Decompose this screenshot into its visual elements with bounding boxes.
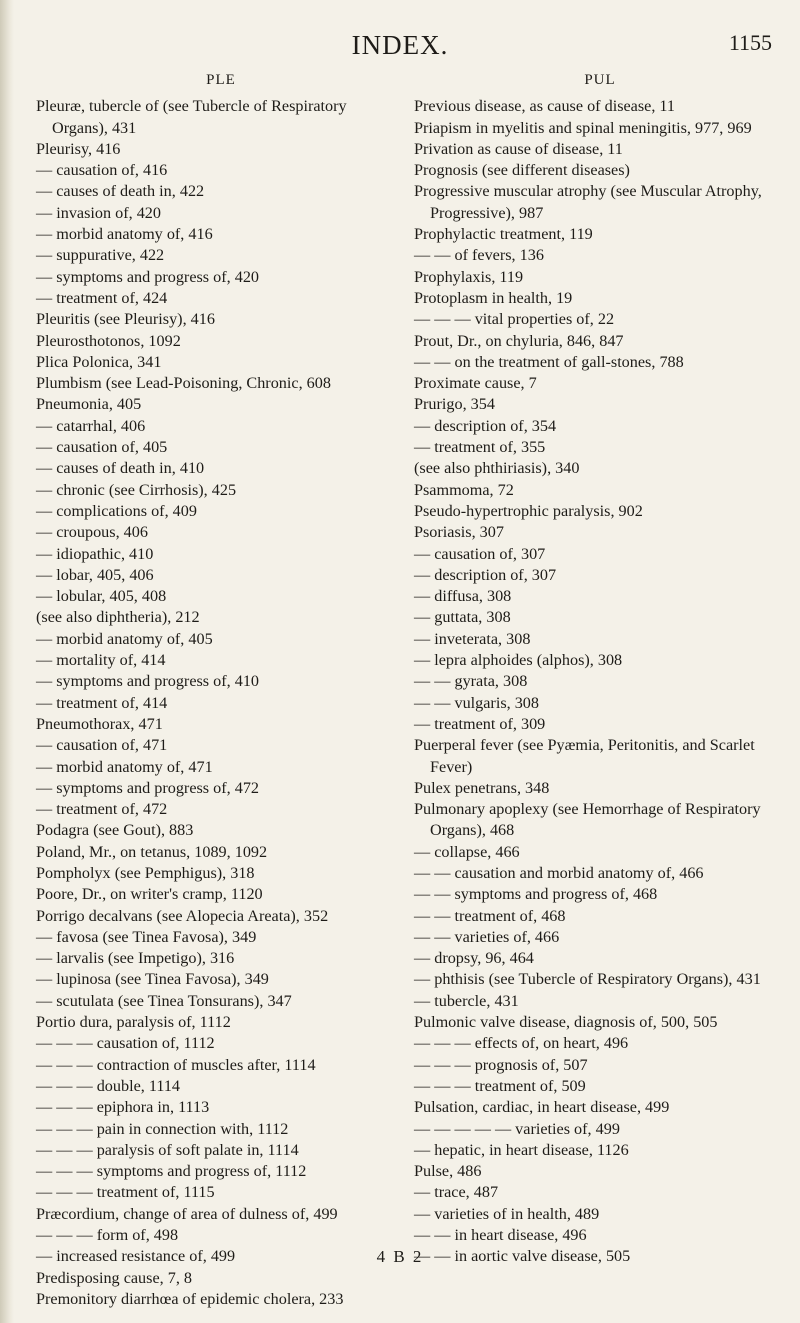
index-entry: — invasion of, 420: [36, 203, 161, 222]
index-entry: — symptoms and progress of, 420: [36, 267, 260, 286]
index-entry: Pleurosthotonos, 1092: [36, 331, 181, 350]
index-entry: — — treatment of, 468: [414, 906, 566, 925]
index-entry: Puerperal fever (see Pyæmia, Peritonitis, and Scarlet Fever): [414, 736, 755, 776]
index-entry: — chronic (see Cirrhosis), 425: [36, 480, 237, 499]
index-entry: Pneumothorax, 471: [36, 714, 163, 733]
index-entry: — causation of, 307: [414, 544, 546, 563]
index-entry: — symptoms and progress of, 472: [36, 778, 260, 797]
index-entry: — varieties of in health, 489: [414, 1204, 600, 1223]
index-entry: — — — epiphora in, 1113: [36, 1098, 210, 1117]
index-entry: — larvalis (see Impetigo), 316: [36, 949, 235, 968]
index-entry: — — — effects of, on heart, 496: [414, 1034, 629, 1053]
index-entry: Predisposing cause, 7, 8: [36, 1268, 193, 1287]
index-entry: — — in heart disease, 496: [414, 1226, 587, 1245]
right-entry-list: [414, 96, 786, 1267]
index-entry: — causes of death in, 410: [36, 459, 205, 478]
index-entry: — diffusa, 308: [414, 587, 512, 606]
index-entry: — phthisis (see Tubercle of Respiratory Organs), 431: [414, 970, 761, 989]
index-entry: Psammoma, 72: [414, 480, 514, 499]
right-column-head: PUL: [584, 72, 616, 88]
index-entry: — increased resistance of, 499: [36, 1247, 236, 1266]
index-entry: — — — — — varieties of, 499: [414, 1119, 620, 1138]
index-entry: — treatment of, 414: [36, 693, 168, 712]
index-entry: Pulmonary apoplexy (see Hemorrhage of Respiratory Organs), 468: [414, 800, 761, 840]
index-entry: Pleurisy, 416: [36, 139, 121, 158]
index-entry: — mortality of, 414: [36, 651, 166, 670]
index-entry: — — on the treatment of gall-stones, 788: [414, 352, 684, 371]
index-entry: — — in aortic valve disease, 505: [414, 1247, 631, 1266]
index-entry: — treatment of, 309: [414, 714, 546, 733]
index-entry: Proximate cause, 7: [414, 374, 537, 393]
index-entry: — lupinosa (see Tinea Favosa), 349: [36, 970, 269, 989]
index-entry: — dropsy, 96, 464: [414, 949, 534, 968]
index-entry: — lobular, 405, 408: [36, 587, 167, 606]
index-entry: Privation as cause of disease, 11: [414, 139, 623, 158]
index-entry: Pompholyx (see Pemphigus), 318: [36, 863, 255, 882]
index-entry: Prout, Dr., on chyluria, 846, 847: [414, 331, 624, 350]
index-entry: — treatment of, 355: [414, 438, 546, 457]
index-entry: Præcordium, change of area of dulness of, 499: [36, 1204, 338, 1223]
index-entry: — collapse, 466: [414, 842, 520, 861]
index-entry: Porrigo decalvans (see Alopecia Areata), 352: [36, 906, 329, 925]
book-spine-shadow: [0, 0, 14, 1323]
index-entry: — lobar, 405, 406: [36, 565, 154, 584]
index-entry: — treatment of, 424: [36, 288, 168, 307]
index-entry: Pulmonic valve disease, diagnosis of, 500, 505: [414, 1013, 718, 1032]
index-entry: — — — form of, 498: [36, 1226, 179, 1245]
index-entry: — — causation and morbid anatomy of, 466: [414, 863, 704, 882]
left-column-head: PLE: [206, 72, 236, 88]
index-entry: — tubercle, 431: [414, 991, 519, 1010]
index-entry: (see also phthiriasis), 340: [414, 459, 580, 478]
index-entry: — trace, 487: [414, 1183, 499, 1202]
index-entry: — causes of death in, 422: [36, 182, 205, 201]
index-entry: Pleuritis (see Pleurisy), 416: [36, 310, 215, 329]
index-entry: Pulex penetrans, 348: [414, 778, 550, 797]
index-entry: Podagra (see Gout), 883: [36, 821, 194, 840]
index-entry: Prophylaxis, 119: [414, 267, 524, 286]
index-entry: Pulsation, cardiac, in heart disease, 499: [414, 1098, 670, 1117]
index-entry: Psoriasis, 307: [414, 523, 504, 542]
index-entry: — — gyrata, 308: [414, 672, 528, 691]
index-entry: Pulse, 486: [414, 1162, 482, 1181]
index-entry: Previous disease, as cause of disease, 11: [414, 97, 676, 116]
index-entry: — complications of, 409: [36, 501, 197, 520]
page-title: INDEX.: [351, 30, 449, 60]
index-entry: — — — double, 1114: [36, 1076, 181, 1095]
index-entry: Prurigo, 354: [414, 395, 495, 414]
index-entry: Poore, Dr., on writer's cramp, 1120: [36, 885, 263, 904]
index-entry: — — — paralysis of soft palate in, 1114: [36, 1140, 299, 1159]
index-entry: — croupous, 406: [36, 523, 148, 542]
index-entry: Priapism in myelitis and spinal meningitis, 977, 969: [414, 118, 752, 137]
index-entry: — — of fevers, 136: [414, 246, 544, 265]
index-entry: — — — vital properties of, 22: [414, 310, 615, 329]
index-entry: — — — pain in connection with, 1112: [36, 1119, 289, 1138]
index-entry: — idiopathic, 410: [36, 544, 154, 563]
index-entry: Plumbism (see Lead-Poisoning, Chronic, 608: [36, 374, 331, 393]
index-entry: Portio dura, paralysis of, 1112: [36, 1013, 231, 1032]
index-entry: — — — treatment of, 1115: [36, 1183, 215, 1202]
index-entry: — — — causation of, 1112: [36, 1034, 215, 1053]
index-entry: — favosa (see Tinea Favosa), 349: [36, 927, 257, 946]
index-entry: Prognosis (see different diseases): [414, 161, 630, 180]
index-entry: — causation of, 471: [36, 736, 168, 755]
index-entry: — causation of, 405: [36, 438, 168, 457]
index-entry: — — — prognosis of, 507: [414, 1055, 588, 1074]
index-entry: Progressive muscular atrophy (see Muscular Atrophy, Progressive), 987: [414, 182, 762, 222]
right-index-column: [414, 70, 786, 1268]
index-entry: — catarrhal, 406: [36, 416, 146, 435]
index-entry: — — — treatment of, 509: [414, 1076, 586, 1095]
index-entry: — — vulgaris, 308: [414, 693, 539, 712]
index-entry: — symptoms and progress of, 410: [36, 672, 260, 691]
index-entry: — suppurative, 422: [36, 246, 165, 265]
index-entry: — description of, 354: [414, 416, 557, 435]
index-entry: — inveterata, 308: [414, 629, 531, 648]
index-entry: (see also diphtheria), 212: [36, 608, 200, 627]
index-entry: — treatment of, 472: [36, 800, 168, 819]
index-entry: — — — symptoms and progress of, 1112: [36, 1162, 307, 1181]
page-number: 1155: [728, 30, 772, 55]
index-entry: — morbid anatomy of, 405: [36, 629, 213, 648]
index-entry: — lepra alphoides (alphos), 308: [414, 651, 623, 670]
index-entry: — scutulata (see Tinea Tonsurans), 347: [36, 991, 292, 1010]
index-entry: Pleuræ, tubercle of (see Tubercle of Respiratory Organs), 431: [36, 97, 347, 137]
index-entry: — — varieties of, 466: [414, 927, 560, 946]
index-entry: Pseudo-hypertrophic paralysis, 902: [414, 501, 643, 520]
index-entry: Premonitory diarrhœa of epidemic cholera, 233: [36, 1289, 344, 1308]
index-entry: Protoplasm in health, 19: [414, 288, 573, 307]
signature-mark: 4 B 2: [376, 1247, 424, 1266]
left-index-column: [36, 70, 406, 1310]
index-entry: Poland, Mr., on tetanus, 1089, 1092: [36, 842, 268, 861]
index-entry: Plica Polonica, 341: [36, 352, 162, 371]
index-entry: — — symptoms and progress of, 468: [414, 885, 658, 904]
index-entry: — — — contraction of muscles after, 1114: [36, 1055, 316, 1074]
index-entry: Pneumonia, 405: [36, 395, 142, 414]
index-entry: — guttata, 308: [414, 608, 511, 627]
index-entry: — morbid anatomy of, 416: [36, 225, 213, 244]
index-entry: — hepatic, in heart disease, 1126: [414, 1140, 629, 1159]
index-entry: — causation of, 416: [36, 161, 168, 180]
index-entry: — morbid anatomy of, 471: [36, 757, 213, 776]
index-entry: — description of, 307: [414, 565, 557, 584]
index-entry: Prophylactic treatment, 119: [414, 225, 593, 244]
left-entry-list: [36, 96, 406, 1310]
